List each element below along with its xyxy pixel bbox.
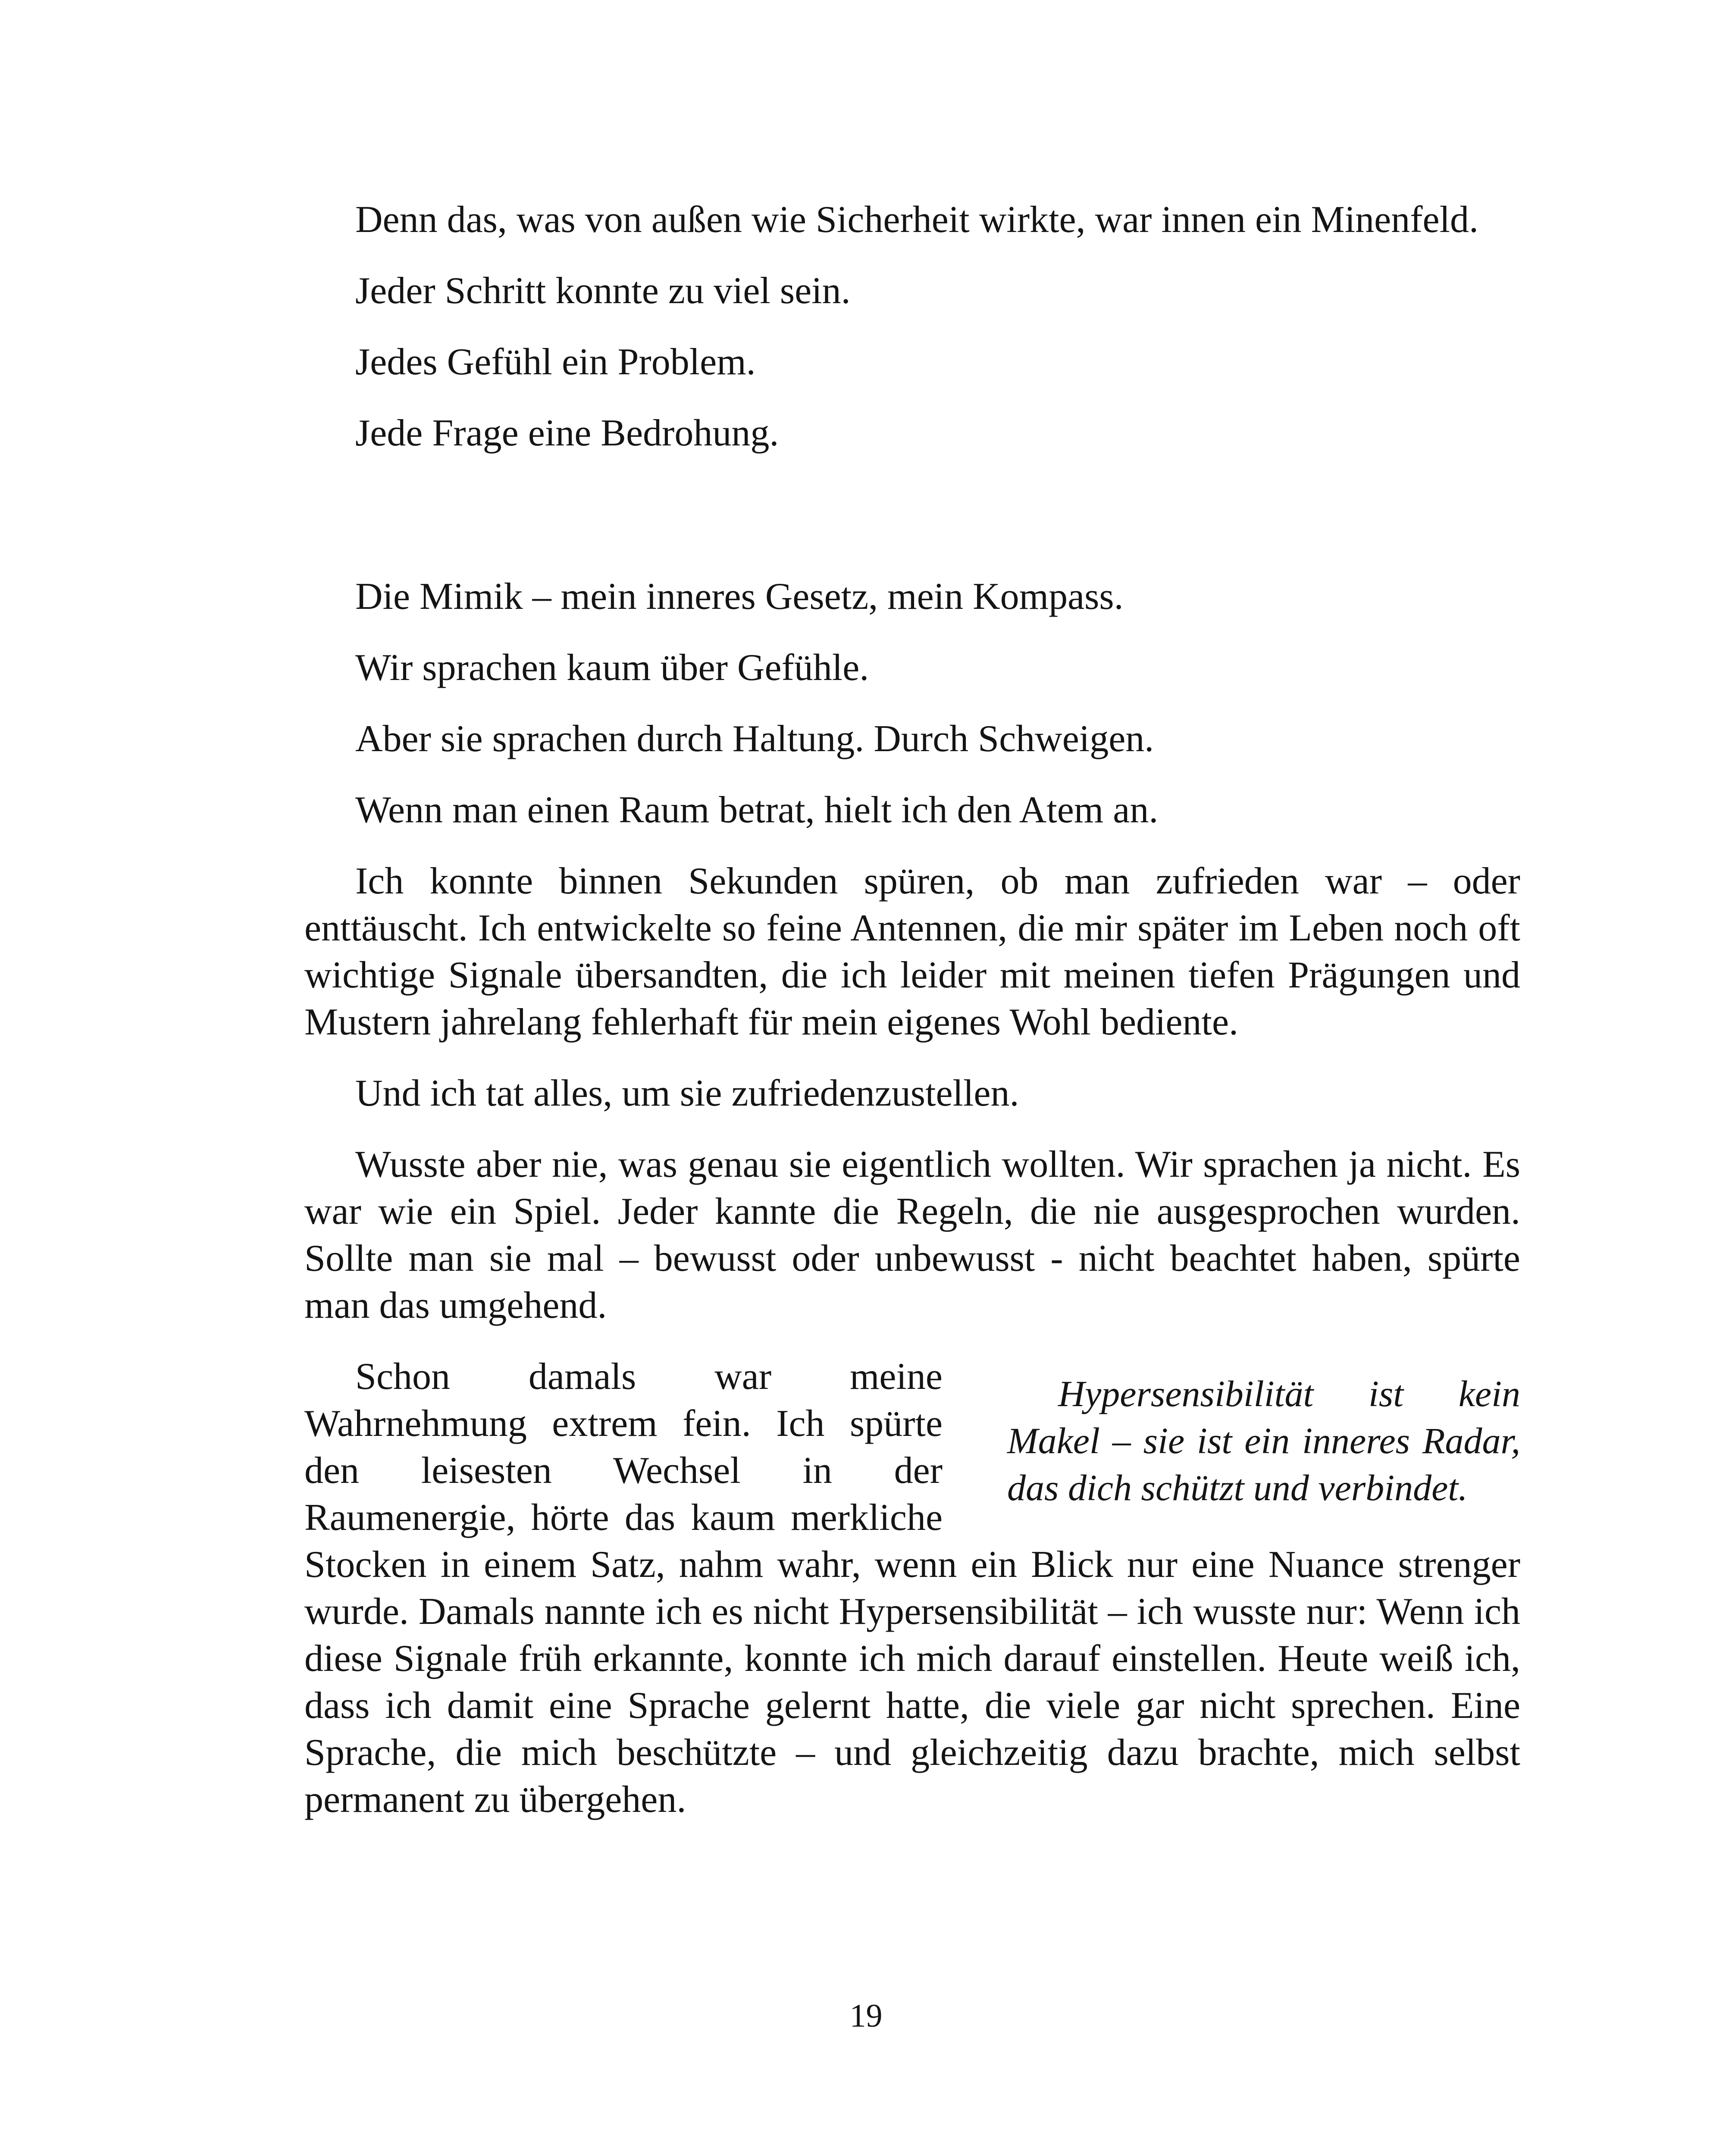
page-number: 19: [849, 1998, 883, 2034]
paragraph: Denn das, was von außen wie Sicherheit wirkte, war innen ein Minenfeld.: [355, 199, 1479, 241]
paragraph: Jedes Gefühl ein Problem.: [355, 341, 756, 383]
paragraph: Wusste aber nie, was genau sie eigentlich wollten. Wir sprachen ja nicht. Es war wie ein Spiel. Jeder kannte die Regeln, die nie ausgesprochen wurden. Sollte man sie mal – bewusst oder unbewusst - nicht beachtet haben, spürte man das umgehend.: [304, 1144, 1520, 1326]
paragraph: Schon damals war meine Wahrnehmung extrem fein. Ich spürte den leisesten Wechsel in der Raumenergie, hörte das kaum merkliche Stocken in einem Satz, nahm wahr, wenn ein Blick nur eine Nuance strenger wurde. Damals nannte ich es nicht Hypersensibilität – ich wusste nur: Wenn ich diese Signale früh erkannte, konnte ich mich darauf einstellen. Heute weiß ich, dass ich damit eine Sprache gelernt hatte, die viele gar nicht sprechen. Eine Sprache, die mich beschützte – und gleichzeitig dazu brachte, mich selbst permanent zu übergehen.: [304, 1356, 1520, 1821]
body-text: [304, 196, 1520, 1823]
paragraph: Wenn man einen Raum betrat, hielt ich den Atem an.: [355, 789, 1159, 831]
paragraph: Jede Frage eine Bedrohung.: [355, 412, 779, 454]
pull-quote: Hypersensibilität ist kein Makel – sie ist ein inneres Radar, das dich schützt und verbindet.: [1007, 1373, 1520, 1508]
paragraph: Und ich tat alles, um sie zufriedenzustellen.: [355, 1072, 1019, 1114]
paragraph: Jeder Schritt konnte zu viel sein.: [355, 270, 851, 312]
paragraph: Die Mimik – mein inneres Gesetz, mein Kompass.: [355, 576, 1124, 617]
paragraph: Ich konnte binnen Sekunden spüren, ob man zufrieden war – oder enttäuscht. Ich entwickelte so feine Antennen, die mir später im Leben noch oft wichtige Signale übersandten, die ich leider mit meinen tiefen Prägungen und Mustern jahrelang fehlerhaft für mein eigenes Wohl bediente.: [304, 860, 1520, 1043]
paragraph: Wir sprachen kaum über Gefühle.: [355, 647, 869, 689]
paragraph: Aber sie sprachen durch Haltung. Durch Schweigen.: [355, 718, 1154, 760]
